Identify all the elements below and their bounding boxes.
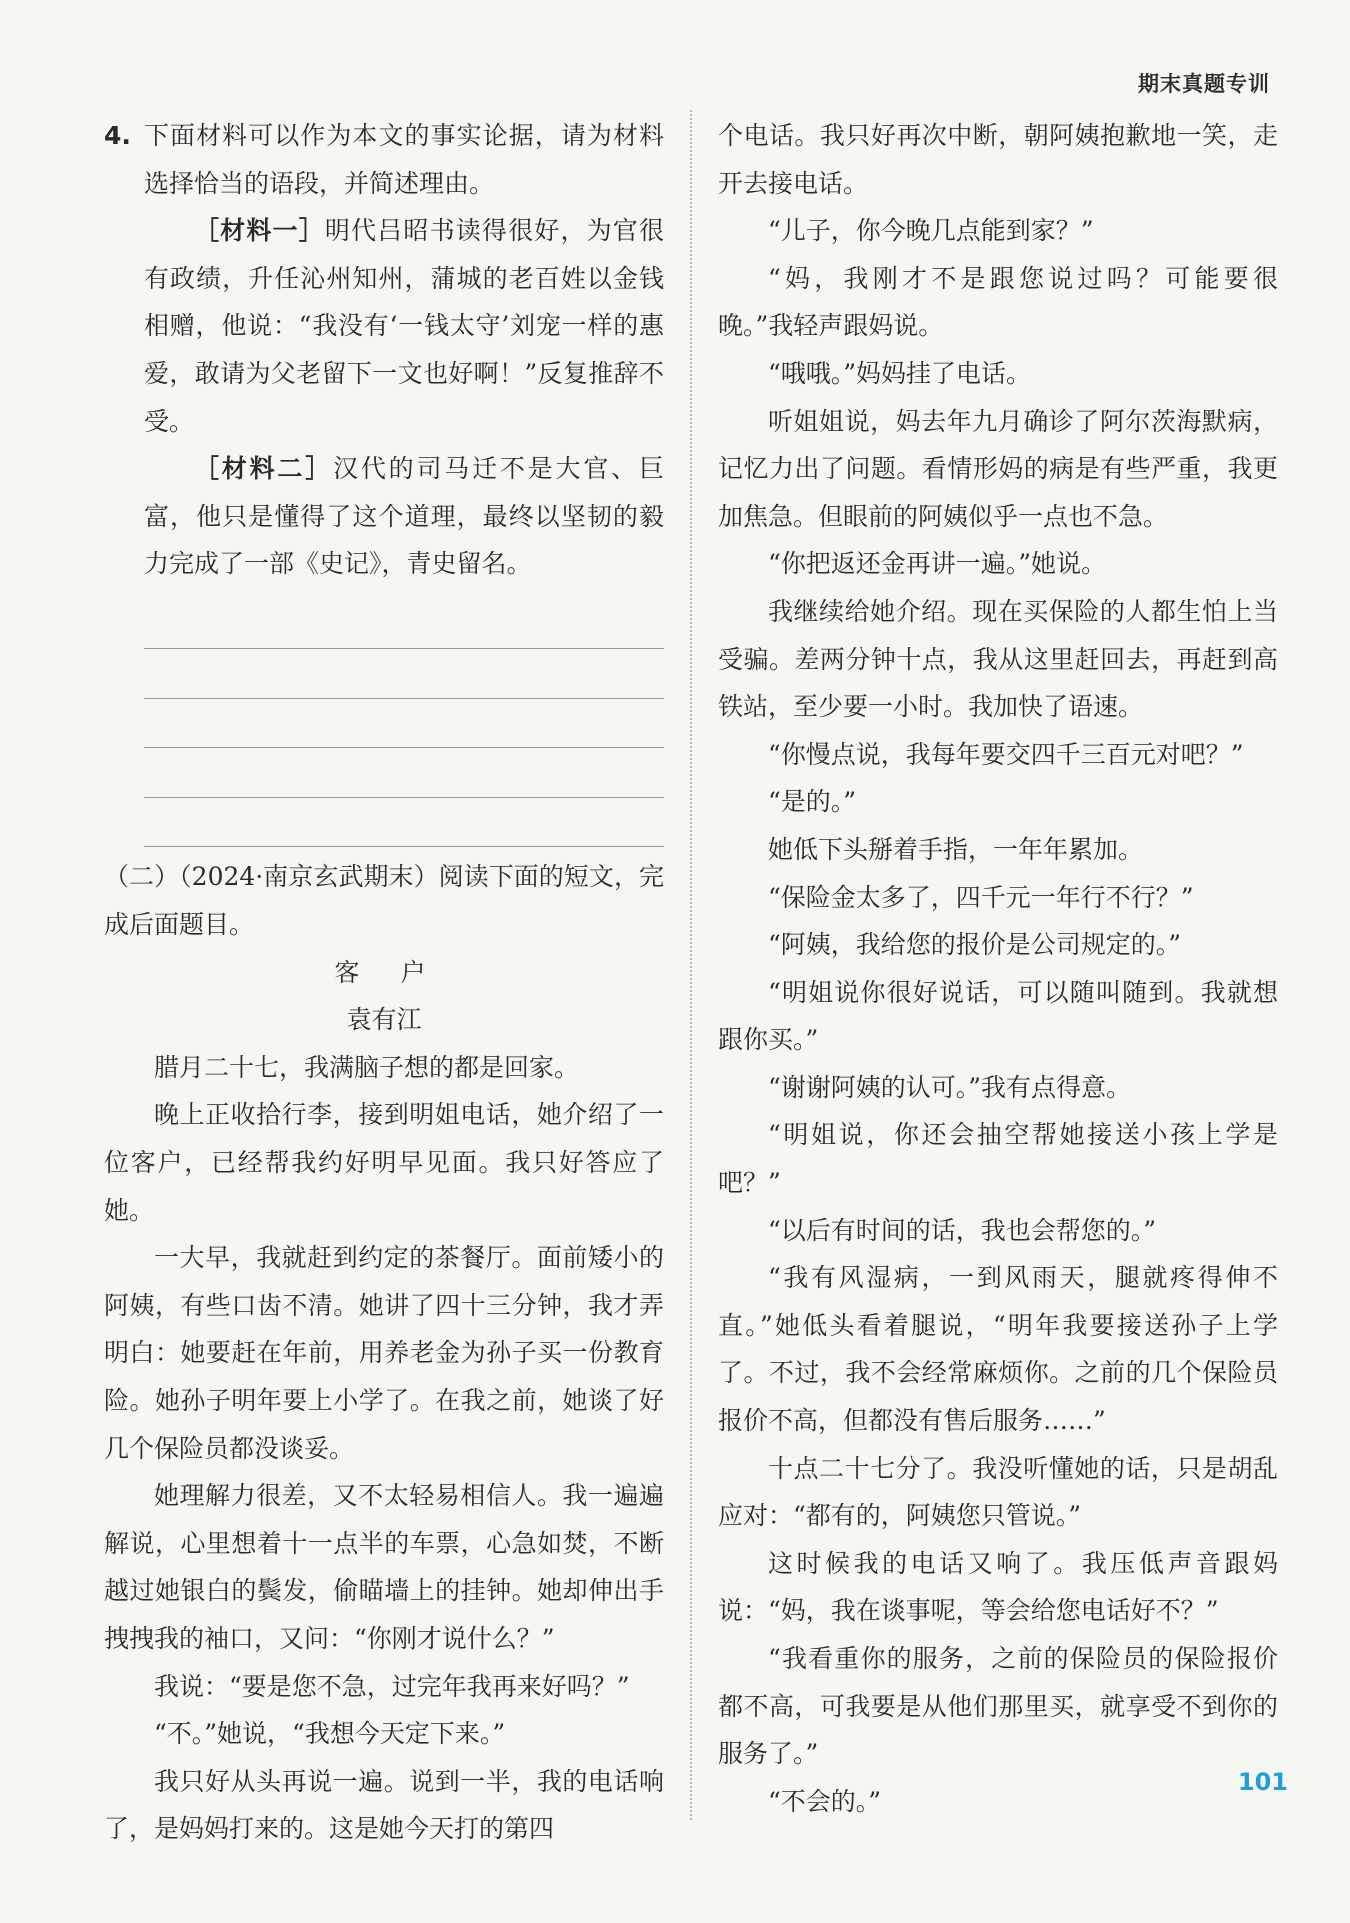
page-header: 期末真题专训 <box>1138 72 1270 96</box>
answer-line[interactable] <box>144 649 664 699</box>
story-paragraph: “谢谢阿姨的认可。”我有点得意。 <box>768 1072 1132 1102</box>
question-number: 4. <box>104 121 131 150</box>
story-paragraph: 听姐姐说，妈去年九月确诊了阿尔茨海默病，记忆力出了问题。看情形妈的病是有些严重，我更加焦急。但眼前的阿姨似乎一点也不急。 <box>718 406 1278 531</box>
story-paragraph: 她理解力很差，又不太轻易相信人。我一遍遍解说，心里想着十一点半的车票，心急如焚，不断越过她银白的鬓发，偷瞄墙上的挂钟。她却伸出手拽拽我的袖口，又问：“你刚才说什么？” <box>104 1481 664 1653</box>
story-paragraph: 十点二十七分了。我没听懂她的话，只是胡乱应对：“都有的，阿姨您只管说。” <box>718 1453 1278 1531</box>
story-paragraph: “我看重你的服务，之前的保险员的保险报价都不高，可我要是从他们那里买，就享受不到你的服务了。” <box>718 1644 1278 1769</box>
section-intro: （二）（2024·南京玄武期末）阅读下面的短文，完成后面题目。 <box>104 862 664 940</box>
material-1-text: 明代吕昭书读得很好，为官很有政绩，升任沁州知州，蒲城的老百姓以金钱相赠，他说：“我没有‘一钱太守’刘宠一样的惠爱，敢请为父老留下一文也好啊！”反复推辞不受。 <box>144 216 664 436</box>
material-1 <box>144 207 664 445</box>
story-paragraph: “你把返还金再讲一遍。”她说。 <box>768 549 1107 579</box>
story-paragraph: “儿子，你今晚几点能到家？” <box>768 216 1094 246</box>
column-divider <box>690 110 692 1820</box>
story-paragraph: “明姐说，你还会抽空帮她接送小孩上学是吧？” <box>718 1120 1278 1198</box>
story-paragraph: “妈，我刚才不是跟您说过吗？可能要很晚。”我轻声跟妈说。 <box>718 263 1278 341</box>
answer-line[interactable] <box>144 748 664 798</box>
story-paragraph: 这时候我的电话又响了。我压低声音跟妈说：“妈，我在谈事呢，等会给您电话好不？” <box>718 1548 1278 1626</box>
material-2 <box>144 445 664 588</box>
left-column <box>104 112 664 1853</box>
story-paragraph: “阿姨，我给您的报价是公司规定的。” <box>768 930 1182 960</box>
story-title: 客 户 <box>334 957 434 987</box>
question-prompt: 下面材料可以作为本文的事实论据，请为材料选择恰当的语段，并简述理由。 <box>144 121 664 198</box>
right-column <box>718 112 1278 1825</box>
story-paragraph-continued: 个电话。我只好再次中断，朝阿姨抱歉地一笑，走开去接电话。 <box>718 121 1278 198</box>
material-2-text: 汉代的司马迁不是大官、巨富，他只是懂得了这个道理，最终以坚韧的毅力完成了一部《史记》，青史留名。 <box>144 454 664 579</box>
story-paragraph: 腊月二十七，我满脑子想的都是回家。 <box>154 1052 580 1082</box>
answer-lines <box>144 600 664 848</box>
story-paragraph: “哦哦。”妈妈挂了电话。 <box>768 358 1032 388</box>
story-paragraph: 我只好从头再说一遍。说到一半，我的电话响了，是妈妈打来的。这是她今天打的第四 <box>104 1766 664 1844</box>
story-paragraph: 晚上正收拾行李，接到明姐电话，她介绍了一位客户，已经帮我约好明早见面。我只好答应了她。 <box>104 1100 664 1225</box>
story-paragraph: “不。”她说，“我想今天定下来。” <box>154 1719 506 1749</box>
story-paragraph: 她低下头掰着手指，一年年累加。 <box>768 834 1144 864</box>
story-paragraph: 一大早，我就赶到约定的茶餐厅。面前矮小的阿姨，有些口齿不清。她讲了四十三分钟，我才弄明白：她要赶在年前，用养老金为孙子买一份教育险。她孙子明年要上小学了。在我之前，她谈了好几个保险员都没谈妥。 <box>104 1243 664 1463</box>
story-paragraph: “保险金太多了，四千元一年行不行？” <box>768 882 1194 912</box>
story-paragraph: “以后有时间的话，我也会帮您的。” <box>768 1215 1157 1245</box>
story-paragraph: “是的。” <box>768 787 857 817</box>
story-paragraph: “明姐说你很好说话，可以随叫随到。我就想跟你买。” <box>718 977 1278 1055</box>
story-author: 袁有江 <box>346 1005 422 1035</box>
story-paragraph: “我有风湿病，一到风雨天，腿就疼得伸不直。”她低头看着腿说，“明年我要接送孙子上学了。不过，我不会经常麻烦你。之前的几个保险员报价不高，但都没有售后服务……” <box>718 1263 1278 1436</box>
story-paragraph: “你慢点说，我每年要交四千三百元对吧？” <box>768 739 1244 769</box>
question-4 <box>104 112 664 207</box>
story-paragraph: 我说：“要是您不急，过完年我再来好吗？” <box>154 1671 630 1701</box>
answer-line[interactable] <box>144 600 664 650</box>
answer-line[interactable] <box>144 798 664 848</box>
page-number: 101 <box>1237 1768 1288 1796</box>
answer-line[interactable] <box>144 699 664 749</box>
material-1-label: ［材料一］ <box>194 216 325 246</box>
story-paragraph: 我继续给她介绍。现在买保险的人都生怕上当受骗。差两分钟十点，我从这里赶回去，再赶到高铁站，至少要一小时。我加快了语速。 <box>718 596 1278 722</box>
story-paragraph: “不会的。” <box>768 1786 882 1816</box>
material-2-label: ［材料二］ <box>194 454 334 484</box>
